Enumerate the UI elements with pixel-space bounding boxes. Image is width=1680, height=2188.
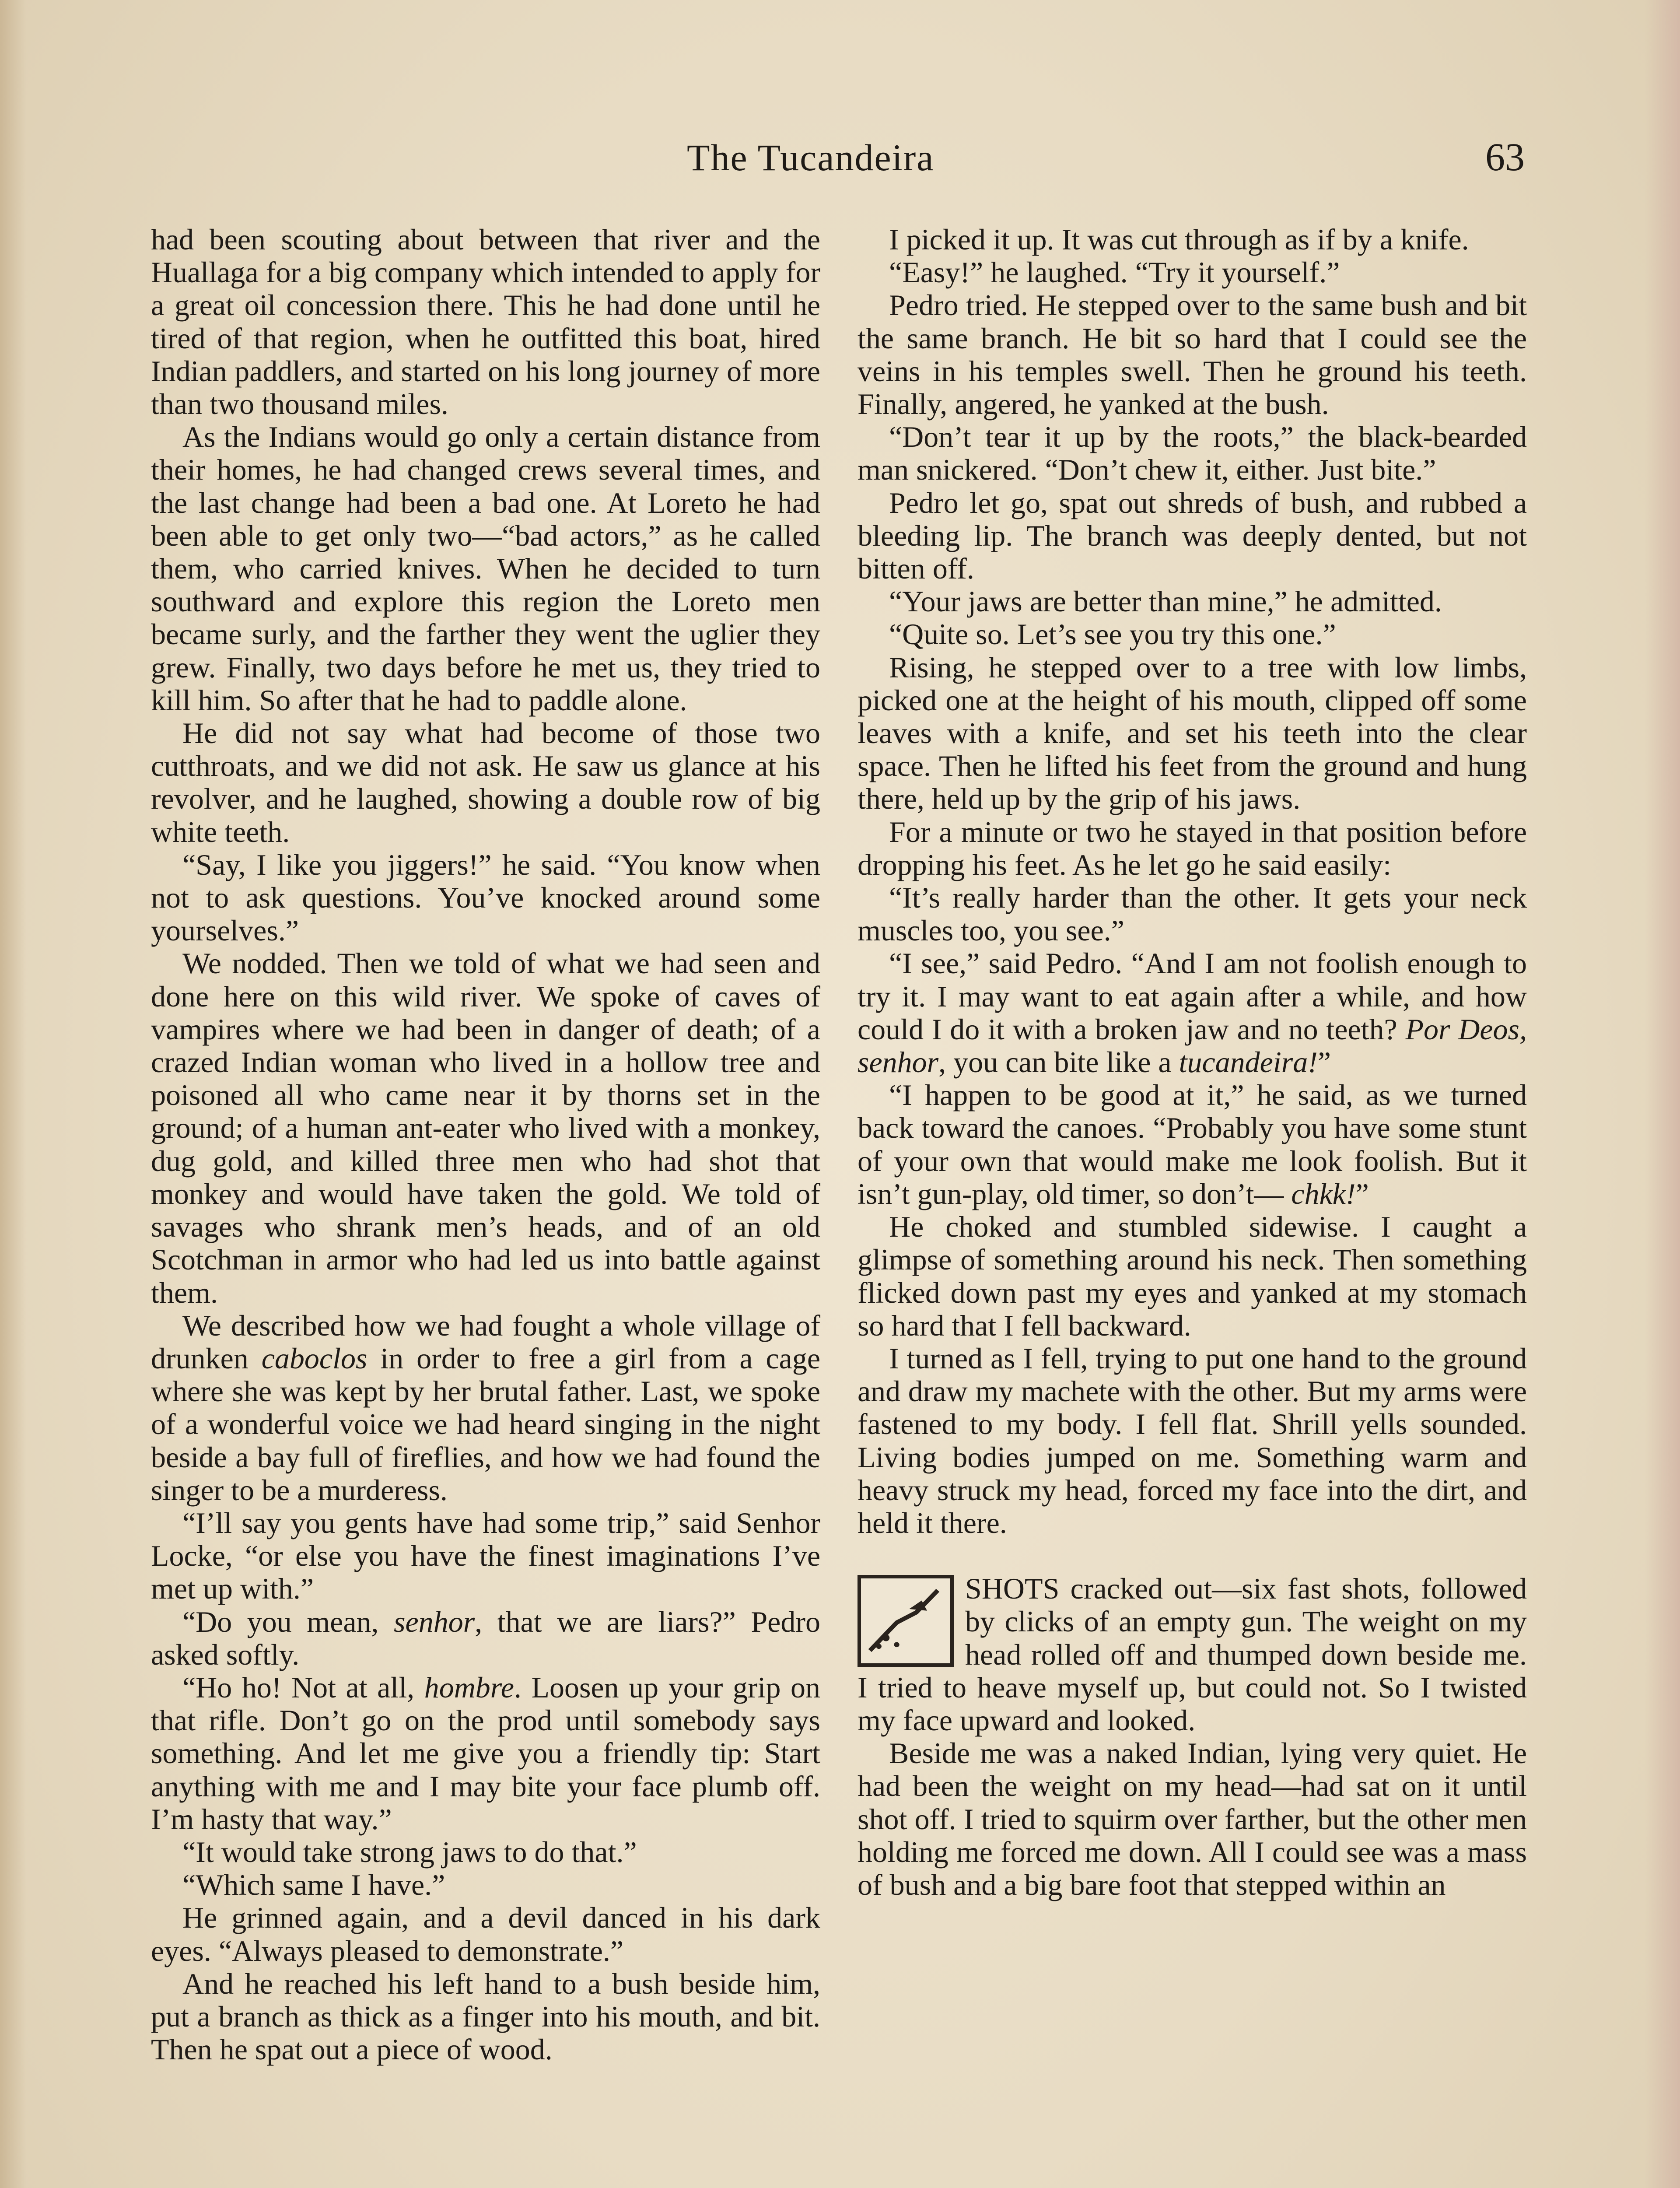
text-run: And he reached his left hand to a bush beside him, put a branch as thick as a finger into his mouth, and bit. Then he spat out a piece of wood. [151,1967,820,2066]
text-run: “Quite so. Let’s see you try this one.” [889,617,1336,651]
paragraph [858,1737,1527,1901]
text-run: “It’s really harder than the other. It gets your neck muscles too, you see.” [858,881,1527,947]
page-number: 63 [1485,136,1525,179]
paragraph [151,1869,820,1901]
paragraph [858,1079,1527,1210]
paragraph [858,947,1527,1079]
decorative-initial-icon [858,1575,954,1667]
paragraph [858,421,1527,486]
paragraph [151,1309,820,1507]
paragraph [858,816,1527,881]
text-run: Beside me was a naked Indian, lying very quiet. He had been the weight on my head—had sat on it until shot off. I tried to squirm over farther, but the other men holding me forced me down. All I could see was a mass of bush and a big bare foot that stepped within an [858,1736,1527,1901]
text-run: in order to free a girl from a cage where she was kept by her brutal father. Last, we spoke of a wonderful voice we had heard singing in the night beside a bay full of fireflies, and how we had found the singer to be a murderess. [151,1341,820,1507]
page-edge-shadow-left [0,0,26,2188]
paragraph [858,618,1527,651]
paragraph [858,289,1527,421]
text-run: I turned as I fell, trying to put one hand to the ground and draw my machete with the other. But my arms were fastened to my body. I fell flat. Shrill yells sounded. Living bodies jumped on me. Something warm and heavy struck my head, forced my face into the dirt, and held it there. [858,1341,1527,1539]
text-run: SHOTS cracked out—six fast shots, followed by clicks of an empty gun. The weight on my head rolled off and thumped down beside me. I tried to heave myself up, but could not. So I twisted my face upward and looked. [858,1572,1527,1737]
text-run: “Your jaws are better than mine,” he admitted. [889,585,1442,618]
paragraph [151,1836,820,1869]
text-run: , that we are liars?” Pedro asked softly. [151,1605,820,1671]
text-run: Pedro let go, spat out shreds of bush, and rubbed a bleeding lip. The branch was deeply dented, but not bitten off. [858,486,1527,586]
paragraph [858,487,1527,586]
paragraph [858,1210,1527,1342]
italic-text: senhor [394,1605,475,1638]
page-header [0,131,1680,184]
text-run: We nodded. Then we told of what we had seen and done here on this wild river. We spoke of caves of vampires where we had been in danger of death; of a crazed Indian woman who lived in a hollow tree and poisoned all who came near it by thorns set in the ground; of a human ant-eater who lived with a monkey, dug gold, and killed three men who had shot that monkey and would have taken the gold. We told of savages who shrank men’s heads, and of an old Scotchman in armor who had led us into battle against them. [151,947,820,1309]
paragraph [151,947,820,1309]
paragraph [151,1901,820,1967]
paragraph [151,223,820,421]
text-run: , you can bite like a [938,1045,1179,1079]
text-run: He did not say what had become of those two cutthroats, and we did not ask. He saw us glance at his revolver, and he laughed, showing a double row of big white teeth. [151,716,820,849]
italic-text: tucandeira! [1179,1045,1318,1079]
paragraph [151,849,820,947]
text-run: Rising, he stepped over to a tree with low limbs, picked one at the height of his mouth, clipped off some leaves with a knife, and set his teeth into the clear space. Then he lifted his feet from the ground and hung there, held up by the grip of his jaws. [858,650,1527,816]
paragraph [151,421,820,717]
left-text-column [151,223,820,2066]
text-run: “Do you mean, [182,1605,394,1638]
italic-text: hombre [424,1670,514,1704]
italic-text: Por Deos, senhor [858,1012,1527,1079]
text-run: “Don’t tear it up by the roots,” the black-bearded man snickered. “Don’t chew it, either. Just bite.” [858,420,1527,487]
italic-text: chkk! [1291,1177,1356,1210]
paragraph [151,1507,820,1606]
page-edge-shadow-right [1645,0,1680,2188]
text-run: “I see,” said Pedro. “And I am not foolish enough to try it. I may want to eat again after a while, and how could I do it with a broken jaw and no teeth? [858,947,1527,1046]
right-text-column [858,223,1527,1901]
paragraph [151,1671,820,1836]
running-title: The Tucandeira [687,137,934,179]
paragraph [858,1572,1527,1737]
paragraph [858,1342,1527,1539]
text-run: As the Indians would go only a certain distance from their homes, he had changed crews several times, and the last change had been a bad one. At Loreto he had been able to get only two—“bad actors,” as he called them, who carried knives. When he decided to turn southward and explore this region the Loreto men became surly, and the farther they went the uglier they grew. Finally, two days before he met us, they tried to kill him. So after that he had to paddle alone. [151,420,820,717]
text-run: “Ho ho! Not at all, [182,1670,424,1704]
text-run: . Loosen up your grip on that rifle. Don’t go on the prod until somebody says something. And let me give you a friendly tip: Start anything with me and I may bite your face plumb off. I’m hasty that way.” [151,1670,820,1836]
paragraph [858,256,1527,289]
paragraph [858,651,1527,816]
paragraph [858,223,1527,256]
text-run: I picked it up. It was cut through as if by a knife. [889,223,1469,256]
text-run: “Which same I have.” [182,1868,445,1902]
text-run: “I’ll say you gents have had some trip,” said Senhor Locke, “or else you have the finest imaginations I’ve met up with.” [151,1506,820,1606]
paragraph [151,1606,820,1671]
text-run: For a minute or two he stayed in that position before dropping his feet. As he let go he said easily: [858,815,1527,881]
text-run: “Easy!” he laughed. “Try it yourself.” [889,256,1340,289]
paragraph [858,585,1527,618]
text-run: “I happen to be good at it,” he said, as we turned back toward the canoes. “Probably you have some stunt of your own that would make me look foolish. But it isn’t gun-play, old timer, so don’t— [858,1078,1527,1210]
paragraph [151,1967,820,2066]
text-run: “It would take strong jaws to do that.” [182,1835,637,1869]
paragraph [151,717,820,849]
text-run: We described how we had fought a whole village of drunken [151,1308,820,1375]
text-run: ” [1317,1045,1331,1079]
paragraph [858,881,1527,947]
text-run: He grinned again, and a devil danced in his dark eyes. “Always pleased to demonstrate.” [151,1901,820,1967]
italic-text: caboclos [261,1341,368,1375]
text-run: He choked and stumbled sidewise. I caught a glimpse of something around his neck. Then something flicked down past my eyes and yanked at my stomach so hard that I fell backward. [858,1210,1527,1342]
text-run: Pedro tried. He stepped over to the same bush and bit the same branch. He bit so hard that I could see the veins in his temples swell. Then he ground his teeth. Finally, angered, he yanked at the bush. [858,288,1527,421]
text-run: had been scouting about between that river and the Huallaga for a big company which intended to apply for a great oil concession there. This he had done until he tired of that region, when he outfitted this boat, hired Indian paddlers, and started on his long journey of more than two thousand miles. [151,223,820,421]
text-run: “Say, I like you jiggers!” he said. “You know when not to ask questions. You’ve knocked around some yourselves.” [151,848,820,947]
text-run: ” [1355,1177,1369,1210]
